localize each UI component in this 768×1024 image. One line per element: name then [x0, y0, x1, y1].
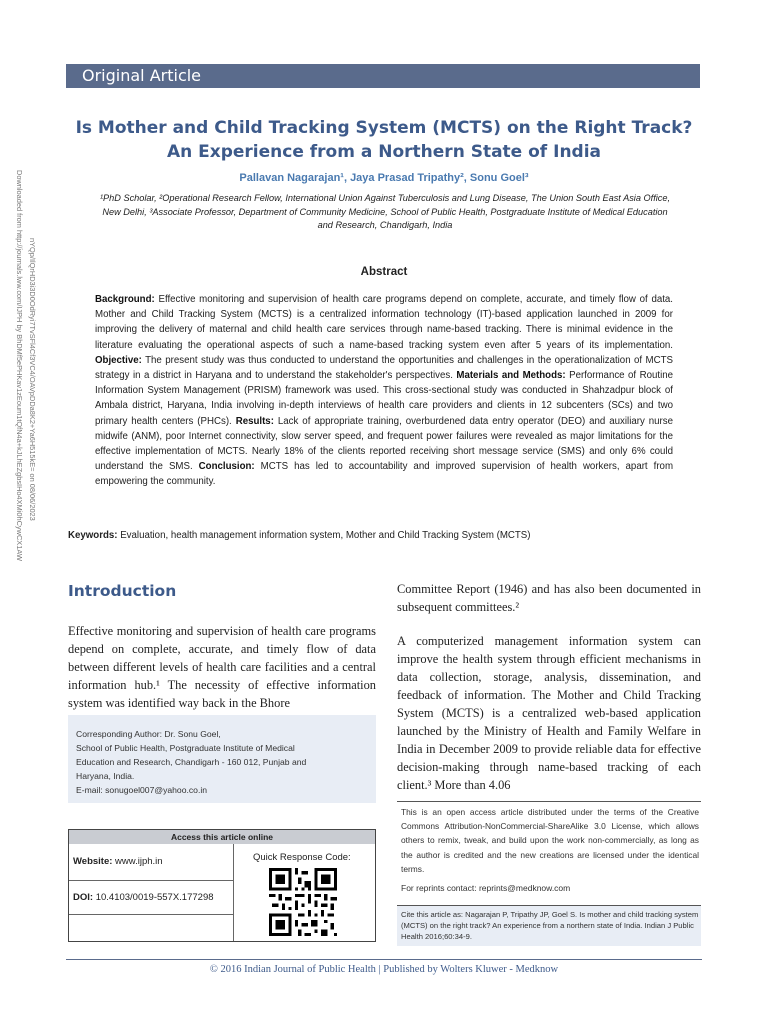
access-row-divider-2	[69, 914, 233, 915]
website-row	[73, 856, 163, 867]
doi-label: DOI:	[73, 892, 94, 903]
correspondence-line-3: Education and Research, Chandigarh - 160 012, Punjab and	[76, 757, 307, 767]
keywords-text: Evaluation, health management information system, Mother and Child Tracking System (MCTS)	[117, 530, 531, 541]
website-link[interactable]: www.ijph.in	[112, 856, 163, 867]
introduction-heading: Introduction	[68, 582, 177, 600]
article-title	[60, 116, 708, 164]
open-access-text: This is an open access article distributed under the terms of the Creative Commons Attribution-NonCommercial-ShareAlike 3.0 License, which allows others to remix, tweak, and build upon the work non-commercially, as long as the author is credited and the new creations are licensed under the identical terms.	[401, 807, 699, 874]
abstract-background-label: Background:	[95, 294, 155, 305]
affiliation-line-2: New Delhi, ³Associate Professor, Department of Community Medicine, School of Public Health, Postgraduate Institute of Medical Education	[102, 206, 668, 217]
keywords-label: Keywords:	[68, 530, 118, 541]
article-type-label: Original Article	[82, 66, 202, 85]
doi-value[interactable]: 10.4103/0019-557X.177298	[93, 892, 214, 903]
qr-code-label: Quick Response Code:	[253, 852, 351, 863]
abstract-heading: Abstract	[360, 266, 408, 278]
affiliation-line-1: ¹PhD Scholar, ²Operational Research Fellow, International Union Against Tuberculosis and Lung Disease, The Union South East Asia Office,	[99, 193, 671, 203]
access-box-divider	[233, 844, 234, 941]
correspondence-email[interactable]: E-mail: sonugoel007@yahoo.co.in	[76, 785, 208, 795]
access-box-title: Access this article online	[69, 830, 375, 844]
abstract-conclusion-label: Conclusion:	[198, 461, 255, 473]
keywords	[68, 530, 700, 541]
journal-footer: © 2016 Indian Journal of Public Health | Published by Wolters Kluwer - Medknow	[209, 964, 559, 975]
access-row-divider	[69, 880, 233, 881]
download-watermark	[6, 170, 42, 610]
author-list: Pallavan Nagarajan¹, Jaya Prasad Tripathy², Sonu Goel³	[239, 172, 529, 184]
affiliation-line-3: and Research, Chandigarh, India	[317, 220, 453, 230]
correspondence-line-1: Corresponding Author: Dr. Sonu Goel,	[76, 729, 221, 739]
introduction-paragraph-1: Effective monitoring and supervision of health care programs depend on complete, accurate, and timely flow of data between different levels of health care facilities and a central information hub.¹ The necessity of effective information system was identified way back in the Bhore	[68, 624, 376, 710]
article-type-banner	[66, 64, 700, 88]
download-watermark-line-2: nYQp/IlQrHD3i3D0OdRyi7TvSFl4Cf3VC4/OAVpDDa8K2+Ya6H515kE= on 08/06/2023	[28, 238, 37, 521]
website-label: Website:	[73, 856, 113, 867]
doi-row	[73, 892, 214, 903]
abstract-objective-text: The present study was thus conducted to understand the opportunities and challenges in the operationalization of MCTS strategy in a district in Haryana and to understand the stakeholder's perspectives.	[95, 354, 673, 382]
abstract-results-text: Lack of appropriate training, overburdened data entry operator (DEO) and auxiliary nurse midwife (ANM), poor Internet connectivity, slow server speed, and frequent power failures were revealed as major limitations for the effective implementation of MCTS. Nearly 18% of the clients reported receiving short message service (SMS) and only 6% could understand the SMS.	[95, 415, 673, 473]
introduction-paragraph-1-continued: Committee Report (1946) and has also been documented in subsequent committees.²	[397, 582, 701, 614]
open-access-notice	[397, 801, 701, 897]
download-watermark-line-1: Downloaded from http://journals.lww.com/IJPH by BhDMf5ePHKav1zEoum1tQfN4a+kJLhEZgbsIHo4XMi0hCywCX1AW	[15, 170, 24, 561]
title-line-2: An Experience from a Northern State of India	[166, 142, 602, 162]
abstract-conclusion-text: MCTS has led to accountability and improved supervision of health workers, apart from empowering the community.	[95, 461, 674, 488]
abstract-body	[95, 292, 673, 490]
affiliations	[72, 192, 698, 233]
correspondence-line-2: School of Public Health, Postgraduate Institute of Medical	[76, 743, 295, 753]
citation-text: Cite this article as: Nagarajan P, Tripathy JP, Goel S. Is mother and child tracking system (MCTS) on the right track? An experience from a northern state of India. Indian J Public Health 2016;60:34-9.	[401, 910, 699, 942]
footer-rule	[66, 959, 702, 960]
title-line-1: Is Mother and Child Tracking System (MCTS) on the Right Track?	[75, 118, 693, 138]
qr-code-icon[interactable]	[269, 868, 337, 936]
correspondence-box	[68, 715, 376, 803]
citation-box	[397, 905, 701, 946]
introduction-paragraph-2: A computerized management information system can improve the health system through efficient mechanisms in data collection, storage, analysis, dissemination, and feedback of information. The Mother and Child Tracking System (MCTS) is a centralized web-based application launched by the Ministry of Health and Family Welfare in India in December 2009 to provide reliable data for effective decision-making through name-based tracking of each client.³ More than 4.06	[397, 634, 701, 792]
correspondence-line-4: Haryana, India.	[76, 771, 135, 781]
reprints-contact[interactable]: For reprints contact: reprints@medknow.com	[401, 883, 571, 893]
access-article-box	[68, 829, 376, 942]
abstract-results-label: Results:	[235, 415, 274, 427]
open-access-rule	[397, 801, 701, 802]
abstract-methods-label: Materials and Methods:	[456, 370, 566, 382]
abstract-objective-label: Objective:	[95, 354, 142, 366]
abstract-background-text: Effective monitoring and supervision of health care programs depend on complete, accurate, and timely flow of data. Mother and Child Tracking System (MCTS) is a centralized information technology (IT)-based application launched in 2009 for improving the delivery of maternal and child health care services through name-based tracking. There is minimal evidence in the literature evaluating the operational aspects of such a name-based tracking system even after 5 years of its implementation.	[95, 294, 673, 351]
abstract-methods-text: Performance of Routine Information System Management (PRISM) framework was used. This cross-sectional study was conducted in Shahzadpur block of Ambala district, Haryana, India involving in-depth interviews of health care providers and clients in 12 subcenters (SCs) and two primary health centers (PHCs).	[95, 370, 674, 427]
